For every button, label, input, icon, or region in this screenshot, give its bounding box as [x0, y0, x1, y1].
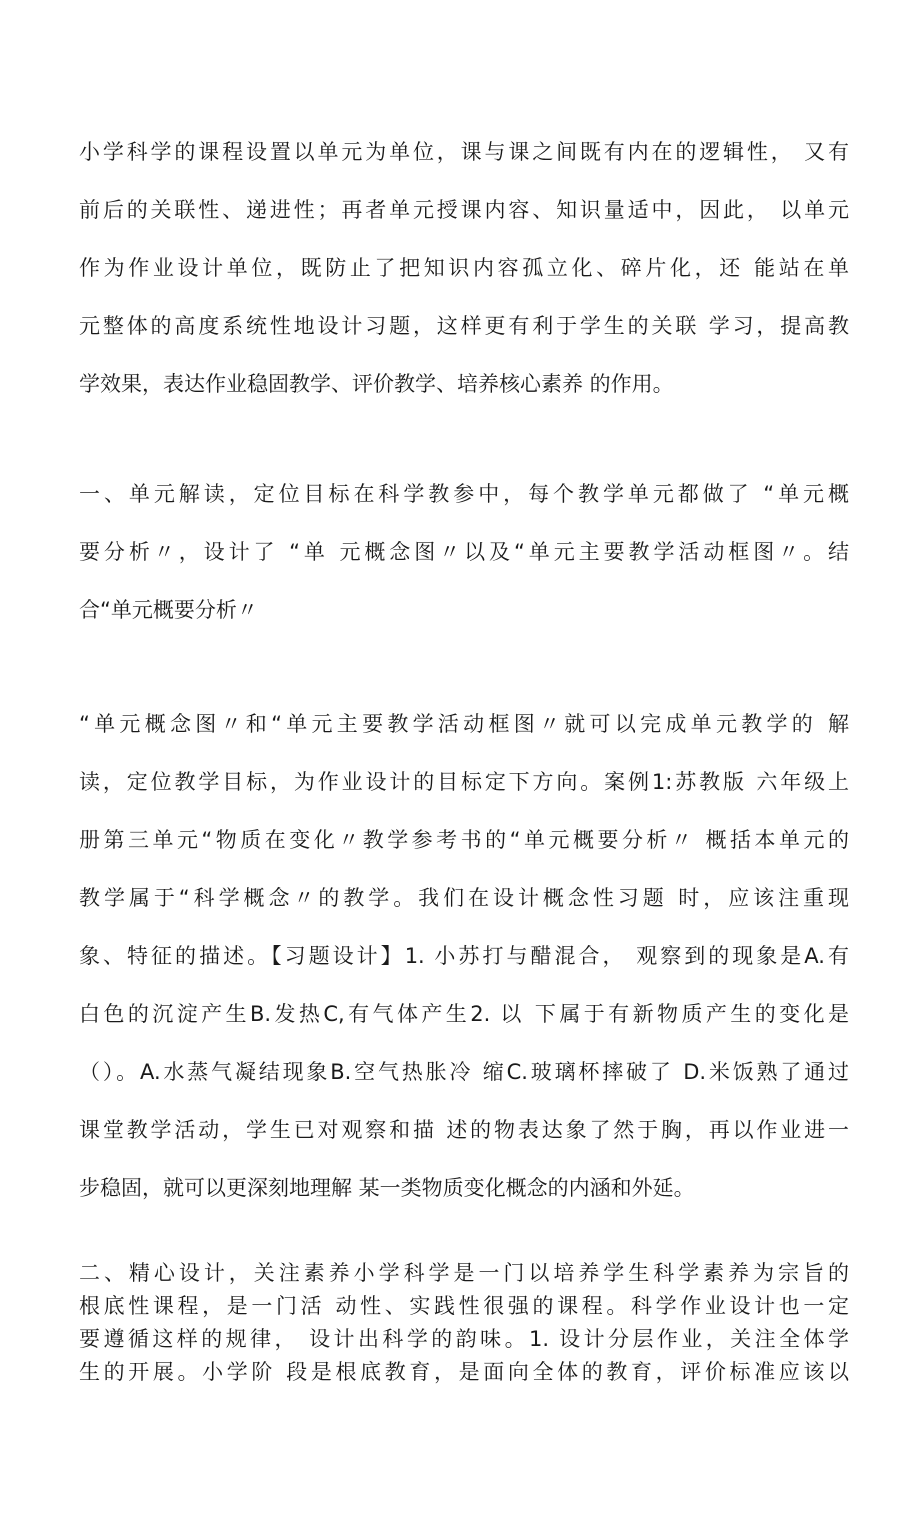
text-line: 册第三单元“物质在变化〃教学参考书的“单元概要分析〃 概括本单元的 [79, 828, 849, 852]
text-line: 要遵循这样的规律， 设计出科学的韵味。1. 设计分层作业，关注全体学 [79, 1327, 849, 1351]
paragraph-intro [79, 123, 849, 413]
text-line: 一、单元解读，定位目标在科学教参中，每个教学单元都做了 “单元概 [79, 482, 849, 506]
text-line: 学效果，表达作业稳固教学、评价教学、培养核心素养 的作用。 [79, 372, 674, 396]
text-line: 课堂教学活动，学生已对观察和描 述的物表达象了然于胸，再以作业进一 [79, 1118, 849, 1142]
text-line: （）。A.水蒸气凝结现象B.空气热胀冷 缩C.玻璃杯摔破了 D.米饭熟了通过 [79, 1060, 849, 1084]
text-line: 二、精心设计，关注素养小学科学是一门以培养学生科学素养为宗旨的 [79, 1261, 849, 1285]
text-line: 生的开展。小学阶 段是根底教育，是面向全体的教育，评价标准应该以 [79, 1360, 849, 1384]
text-line: 教学属于“科学概念〃的教学。我们在设计概念性习题 时，应该注重现 [79, 886, 849, 910]
text-line: 元整体的高度系统性地设计习题，这样更有利于学生的关联 学习，提高教 [79, 314, 849, 338]
text-line: “单元概念图〃和“单元主要教学活动框图〃就可以完成单元教学的 解 [79, 712, 849, 736]
text-line: 合“单元概要分析〃 [79, 598, 258, 622]
paragraph-section-two [79, 1257, 849, 1389]
text-line: 小学科学的课程设置以单元为单位，课与课之间既有内在的逻辑性， 又有 [79, 140, 849, 164]
text-line: 作为作业设计单位，既防止了把知识内容孤立化、碎片化，还 能站在单 [79, 256, 849, 280]
text-line: 步稳固，就可以更深刻地理解 某一类物质变化概念的内涵和外延。 [79, 1176, 695, 1200]
text-line: 象、特征的描述。【习题设计】1. 小苏打与醋混合， 观察到的现象是A.有 [79, 944, 849, 968]
text-line: 前后的关联性、递进性；再者单元授课内容、知识量适中，因此， 以单元 [79, 198, 849, 222]
text-line: 要分析〃，设计了 “单 元概念图〃以及“单元主要教学活动框图〃。结 [79, 540, 849, 564]
text-line: 读，定位教学目标，为作业设计的目标定下方向。案例1:苏教版 六年级上 [79, 770, 849, 794]
text-line: 根底性课程，是一门活 动性、实践性很强的课程。科学作业设计也一定 [79, 1294, 849, 1318]
paragraph-case-study [79, 695, 849, 1217]
paragraph-section-one [79, 465, 849, 639]
text-line: 白色的沉淀产生B.发热C,有气体产生2. 以 下属于有新物质产生的变化是 [79, 1002, 849, 1026]
